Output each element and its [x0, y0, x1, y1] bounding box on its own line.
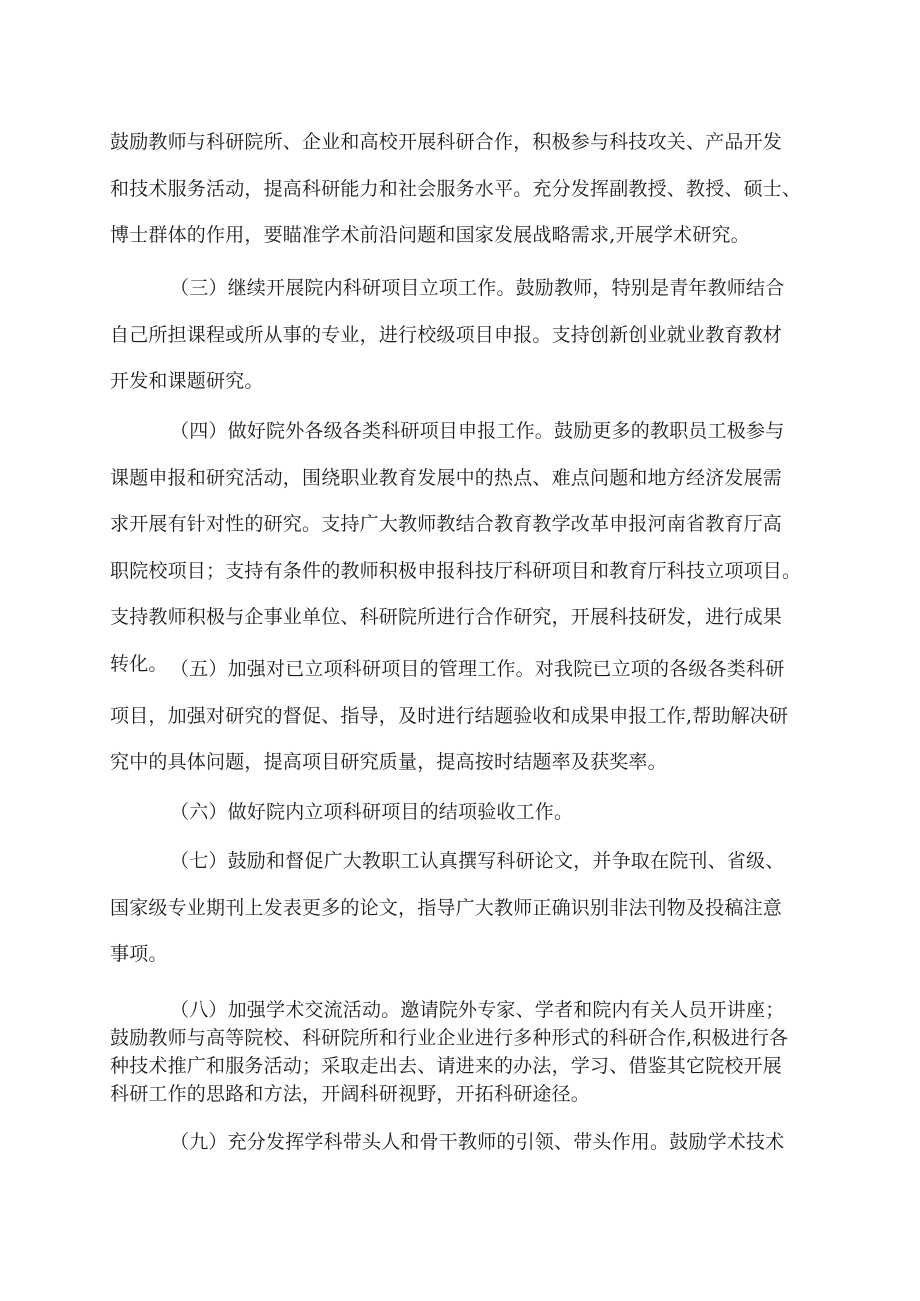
paragraph-item-8 [110, 996, 822, 1108]
text-line: 和技术服务活动，提高科研能力和社会服务水平。充分发挥副教授、教授、硕士、 [110, 177, 802, 200]
text-line: 国家级专业期刊上发表更多的论文，指导广大教师正确识别非法刊物及投稿注意 [110, 896, 783, 919]
text-line: （五）加强对已立项科研项目的管理工作。对我院已立项的各级各类科研 [170, 658, 785, 680]
paragraph-item-7 [110, 838, 822, 978]
text-line: （三）继续开展院内科研项目立项工作。鼓励教师，特别是青年教师结合 [170, 277, 785, 299]
text-line: （七）鼓励和督促广大教职工认真撰写科研论文，并争取在院刊、省级、 [170, 850, 785, 872]
text-line: 开发和课题研究。 [110, 370, 264, 392]
text-line: 项目，加强对研究的督促、指导，及时进行结题验收和成果申报工作,帮助解决研 [110, 704, 789, 727]
paragraph-item-9 [110, 1119, 822, 1166]
text-line: 鼓励教师与科研院所、企业和高校开展科研合作，积极参与科技攻关、产品开发 [110, 131, 783, 153]
text-line: 课题申报和研究活动，围绕职业教育发展中的热点、难点问题和地方经济发展需 [110, 466, 783, 489]
text-line: （八）加强学术交流活动。邀请院外专家、学者和院内有关人员开讲座； [170, 999, 785, 1021]
text-line: 究中的具体问题，提高项目研究质量，提高按时结题率及获奖率。 [110, 751, 667, 773]
paragraph-research-cooperation [110, 119, 822, 259]
text-line: 科研工作的思路和方法，开阔科研视野，开拓科研途径。 [110, 1083, 591, 1105]
paragraph-item-6 [110, 789, 822, 836]
paragraph-item-3 [110, 265, 822, 405]
text-line: （六）做好院内立项科研项目的结项验收工作。 [170, 801, 574, 823]
text-line: （九）充分发挥学科带头人和骨干教师的引领、带头作用。鼓励学术技术 [170, 1131, 785, 1153]
text-line: 事项。 [110, 943, 168, 965]
text-line: 自己所担课程或所从事的专业，进行校级项目申报。支持创新创业就业教育教材 [110, 323, 783, 346]
text-line: 职院校项目；支持有条件的教师积极申报科技厅科研项目和教育厅科技立项项目。 [110, 559, 802, 582]
text-line: 鼓励教师与高等院校、科研院所和行业企业进行多种形式的科研合作,积极进行各 [110, 1027, 789, 1049]
paragraph-item-5 [110, 646, 822, 786]
text-line: 支持教师积极与企事业单位、科研院所进行合作研究，开展科技研发，进行成果 [110, 606, 783, 628]
text-line: （四）做好院外各级各类科研项目申报工作。鼓励更多的教职员工极参与 [170, 420, 785, 442]
text-line: 博士群体的作用，要瞄准学术前沿问题和国家发展战略需求,开展学术研究。 [110, 224, 750, 246]
text-line: 种技术推广和服务活动；采取走出去、请进来的办法，学习、借鉴其它院校开展 [110, 1055, 783, 1077]
text-line: 求开展有针对性的研究。支持广大教师教结合教育教学改革申报河南省教育厅高 [110, 513, 783, 535]
text-line: 转化。 [110, 652, 168, 675]
